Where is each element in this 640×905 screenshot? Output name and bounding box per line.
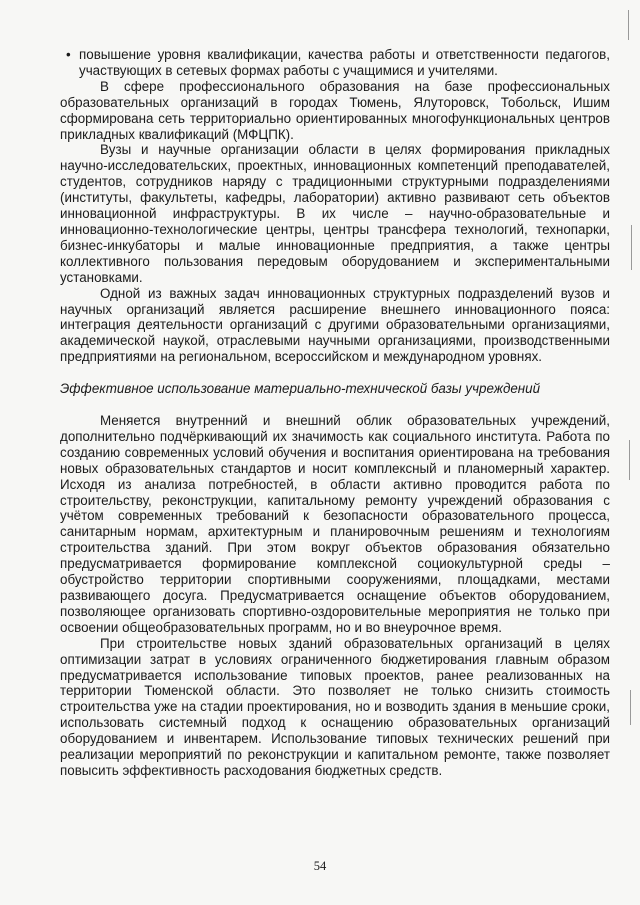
- bullet-text: повышение уровня квалификации, качества работы и ответственности педагогов, участвующих в сетевых формах работы с учащимися и учителями.: [79, 47, 610, 78]
- section-heading: Эффективное использование материально-технической базы учреждений: [60, 381, 541, 397]
- scan-artifact: [631, 225, 632, 270]
- bullet-list-item: [60, 47, 610, 79]
- paragraph: Вузы и научные организации области в целях формирования прикладных научно-исследовательских, проектных, инновационных компетенций преподавателей, студентов, сотрудников наряду с традиционными структурными подразделениями (институты, факультеты, кафедры, лаборатории) активно развивают сеть объектов инновационной инфраструктуры. В их числе – научно-образовательные и инновационно-технологические центры, центры трансфера технологий, технопарки, бизнес-инкубаторы и малые инновационные предприятия, а также центры коллективного пользования передовым оборудованием и экспериментальными установками.: [60, 142, 610, 285]
- scan-artifact: [630, 690, 631, 725]
- paragraph: При строительстве новых зданий образовательных организаций в целях оптимизации затрат в условиях ограниченного бюджетирования главным образом предусматривается использование типовых проектов, ранее реализованных на территории Тюменской области. Это позволяет не только снизить стоимость строительства уже на стадии проектирования, но и возводить здания в меньшие сроки, использовать системный подход к оснащению образовательных организаций оборудованием и инвентарем. Использование типовых технических решений при реализации мероприятий по реконструкции и капитальном ремонте, также позволяет повысить эффективность расходования бюджетных средств.: [60, 635, 610, 778]
- paragraph: В сфере профессионального образования на базе профессиональных образовательных организаций в городах Тюмень, Ялуторовск, Тобольск, Ишим сформирована сеть территориально ориентированных многофункциональных центров прикладных квалификаций (МФЦПК).: [60, 78, 610, 142]
- page-number: 54: [313, 859, 327, 873]
- scan-artifact: [629, 440, 630, 480]
- paragraph: Одной из важных задач инновационных структурных подразделений вузов и научных организаций является расширение внешнего инновационного пояса: интеграция деятельности организаций с другими образовательными организациями, академической наукой, отраслевыми научными организациями, производственными предприятиями на региональном, всероссийском и международном уровнях.: [60, 285, 610, 365]
- scan-artifact: [628, 10, 629, 40]
- bullet-icon: •: [66, 47, 71, 62]
- document-body: [60, 47, 610, 779]
- paragraph: Меняется внутренний и внешний облик образовательных учреждений, дополнительно подчёркивающий их значимость как социального института. Работа по созданию современных условий обучения и воспитания ориентирована на требования новых образовательных стандартов и носит комплексный и планомерный характер. Исходя из анализа потребностей, в области активно проводится работа по строительству, реконструкции, капитальному ремонту учреждений образования с учётом современных требований к безопасности образовательного процесса, санитарным нормам, архитектурным и планировочным решениям и технологиям строительства зданий. При этом вокруг объектов образования обязательно предусматривается формирование комплексной социокультурной среды – обустройство территории спортивными сооружениями, площадками, местами развивающего досуга. Предусматривается оснащение объектов оборудованием, позволяющее организовать спортивно-оздоровительные мероприятия не только при освоении общеобразовательных программ, но и во внеурочное время.: [60, 413, 610, 635]
